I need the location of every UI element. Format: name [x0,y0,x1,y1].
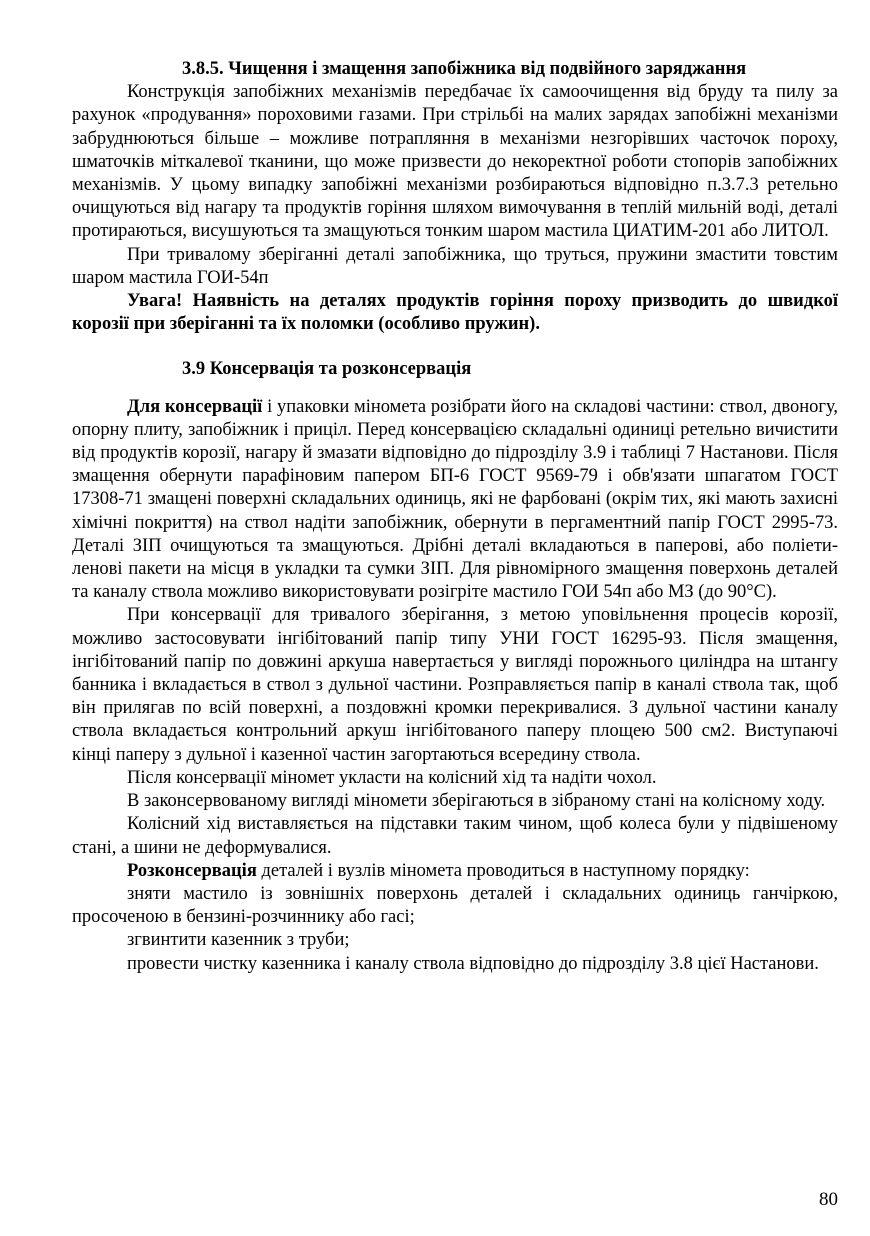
warning-paragraph: Увага! Наявність на деталях продуктів горіння пороху призводить до швидкої корозії при зберіганні та їх поломки (особливо пружин). [72,291,838,335]
deconservation-step-2: згвинтити казенник з труби; [127,930,350,951]
page-number: 80 [819,1189,838,1210]
conservation-lead: Для консервації [127,396,263,417]
section-39-paragraph-1 [72,396,838,605]
deconservation-step-1: зняти мастило із зовнішніх поверхонь деталей і складальних одиниць ганчіркою, просоченою в бензині-розчиннику або гасі; [72,883,838,928]
section-39-paragraph-6 [72,860,838,883]
section-39-paragraph-2: При консервації для тривалого зберігання, з метою уповільнення процесів корозії, можливо застосовувати інгібітований папір типу УНИ ГОСТ 16295-93. Після змащення, інгібітований папір по довжині аркуша навертається у вигляді порожнього циліндра на штангу банника і вкладається в ствол з дульної частини. Розправляється папір в каналі ствола так, щоб він прилягав по всій поверхні, а поздовжні кромки перекривалися. З дульної частини каналу ствола вкладається контрольний аркуш інгібітованого паперу площею 500 см2. Виступаючі кінці паперу з дульної і казенної частин загортаються всередину ствола. [72,605,838,765]
section-39-paragraph-4: В законсервованому вигляді міномети зберігаються в зібраному стані на колісному ходу. [127,791,826,812]
section-39-title: 3.9 Консервація та розконсервація [182,359,472,380]
deconservation-lead: Розконсервація [127,860,257,881]
deconservation-text: деталей і вузлів міномета проводиться в наступному порядку: [256,860,750,881]
section-39-paragraph-5: Колісний хід виставляється на підставки таким чином, щоб колеса були у підвішеному стані, а шини не деформувалися. [72,814,838,858]
conservation-text: і упаковки міномета розібрати його на складові частини: ствол, двоногу, опорну плиту, запобіжник і приціл. Перед консервацією складальні одиниці ретельно вичистити від продуктів корозії, нагару й змазати відповідно до підрозділу 3.9 і таблиці 7 Настанови. Після змащення обернути парафіновим папером БП-6 ГОСТ 9569-79 і обв'язати шпагатом ГОСТ 17308-71 змащені поверхні складальних одиниць, які не фарбовані (окрім тих, які мають захисні хімічні покриття) на ствол надіти запобіжник, обернути в пергаментний папір ГОСТ 2995-73. Деталі ЗІП очищуються та змащуються. Дрібні деталі вкладаються в паперові, або поліетиленові пакети на місця в укладки та сумки ЗІП. Для рівномірного змащення поверхонь деталей та каналу ствола можливо використовувати розігріте мастило ГОИ 54п або МЗ (до 90°С). [72,396,839,603]
deconservation-step-3: провести чистку казенника і каналу ствола відповідно до підрозділу 3.8 цієї Настанови. [127,953,819,974]
section-385-paragraph-1: Конструкція запобіжних механізмів передбачає їх самоочищення від бруду та пилу за рахунок «продування» пороховими газами. При стрільбі на малих зарядах запобіжні механізми забруднюються більше – можливе потрапляння в механізми незгорівших часточок пороху, шматочків міткалевої тканини, що може призвести до некоректної роботи стопорів запобіжних механізмів. У цьому випадку запобіжні механізми розбираються відповідно п.3.7.3 ретельно очищуються від нагару та продуктів горіння шляхом вимочування в теплій мильній воді, деталі протираються, висушуються та змащуються тонким шаром мастила ЦИАТИМ-201 або ЛИТОЛ. [72,82,838,242]
section-385-paragraph-2: При тривалому зберіганні деталі запобіжника, що труться, пружини змастити товстим шаром мастила ГОИ-54п [72,244,838,288]
page-body [72,58,838,976]
section-385-title: 3.8.5. Чищення і змащення запобіжника від подвійного заряджання [182,59,747,79]
section-39-paragraph-3: Після консервації міномет укласти на колісний хід та надіти чохол. [127,767,657,788]
